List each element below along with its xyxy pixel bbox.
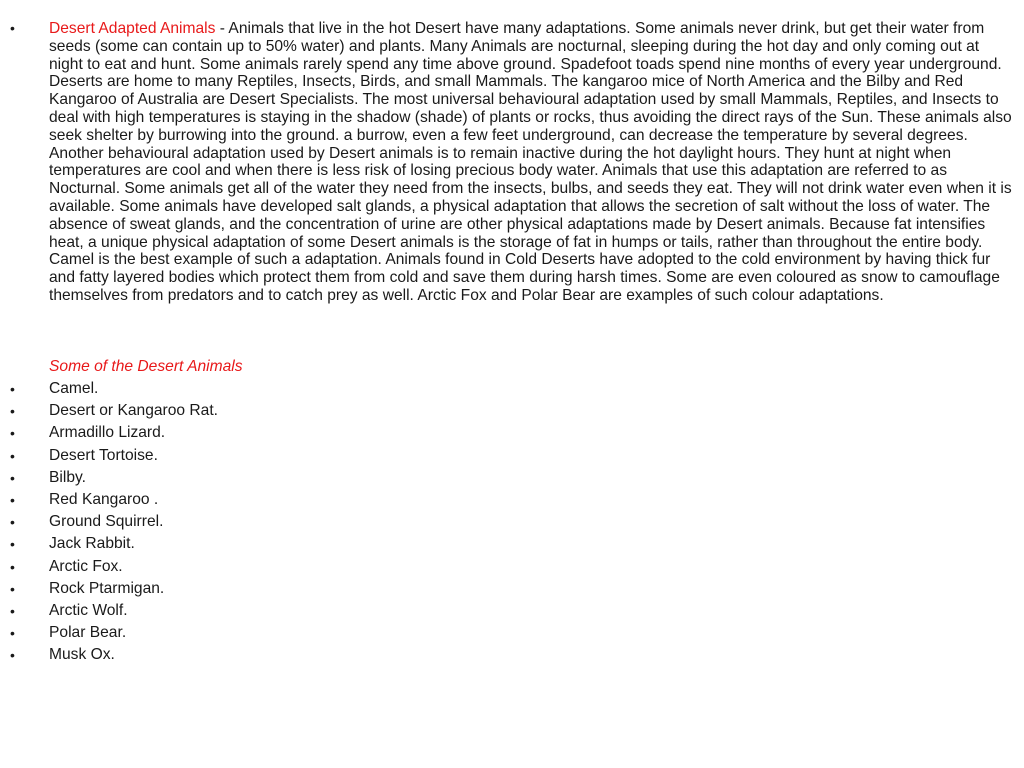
animal-name: Bilby. <box>49 468 86 486</box>
bullet-icon: • <box>10 558 15 575</box>
bullet-icon: • <box>10 469 15 486</box>
intro-heading: Desert Adapted Animals <box>49 20 216 37</box>
bullet-icon: • <box>10 447 15 464</box>
bullet-icon: • <box>10 536 15 553</box>
intro-paragraph <box>49 20 1015 305</box>
animal-name: Armadillo Lizard. <box>49 424 166 442</box>
bullet-icon: • <box>10 381 15 397</box>
animal-name: Arctic Wolf. <box>49 601 128 619</box>
bullet-icon: • <box>10 514 15 531</box>
bullet-icon: • <box>10 425 15 442</box>
bullet-icon: • <box>10 602 15 619</box>
animal-name: Jack Rabbit. <box>49 535 135 553</box>
animal-name: Polar Bear. <box>49 624 127 642</box>
animal-name: Rock Ptarmigan. <box>49 579 165 597</box>
bullet-icon: • <box>10 491 15 508</box>
animal-name: Arctic Fox. <box>49 557 123 575</box>
animal-name: Desert or Kangaroo Rat. <box>49 402 219 420</box>
animal-name: Red Kangaroo . <box>49 490 159 508</box>
bullet-icon: • <box>10 625 15 642</box>
intro-body: - Animals that live in the hot Desert have many adaptations. Some animals never drink, but get their water from seeds (some can contain up to 50% water) and plants. Many Animals are nocturnal, sleeping during the hot day and only coming out at night to eat and hunt. Some animals rarely spend any time above ground. Spadefoot toads spend nine months of every year underground. Deserts are home to many Reptiles, Insects, Birds, and small Mammals. The kangaroo mice of North America and the Bilby and Red Kangaroo of Australia are Desert Specialists. The most universal behavioural adaptation used by small Mammals, Reptiles, and Insects to deal with high temperatures is staying in the shadow (shade) of plants or rocks, thus avoiding the direct rays of the Sun. These animals also seek shelter by burrowing into the ground. a burrow, even a few feet underground, can decrease the temperature by several degrees. Another behavioural adaptation used by Desert animals is to remain inactive during the hot daylight hours. They hunt at night when temperatures are cool and when there is less risk of losing precious body water. Animals that use this adaptation are referred to as Nocturnal. Some animals get all of the water they need from the insects, bulbs, and seeds they eat. They will not drink water even when it is available. Some animals have developed salt glands, a physical adaptation that allows the secretion of salt without the loss of water. The absence of sweat glands, and the concentration of urine are other physical adaptations made by Desert animals. Because fat intensifies heat, a unique physical adaptation of some Desert animals is the storage of fat in humps or tails, rather than throughout the entire body. Camel is the best example of such a adaptation. Animals found in Cold Deserts have adopted to the cold environment by having thick fur and fatty layered bodies which protect them from cold and save them during harsh times. Some are even coloured as snow to camouflage themselves from predators and to catch prey as well. Arctic Fox and Polar Bear are examples of such colour adaptations. <box>49 20 1012 304</box>
animal-name: Musk Ox. <box>49 646 115 664</box>
bullet-icon: • <box>10 580 15 597</box>
animal-name: Desert Tortoise. <box>49 446 158 464</box>
bullet-icon: • <box>10 647 15 664</box>
list-heading: Some of the Desert Animals <box>49 358 243 375</box>
animal-name: Ground Squirrel. <box>49 513 164 531</box>
animal-name: Camel. <box>49 380 99 397</box>
bullet-icon: • <box>10 403 15 420</box>
intro-bullet: • <box>10 20 15 36</box>
